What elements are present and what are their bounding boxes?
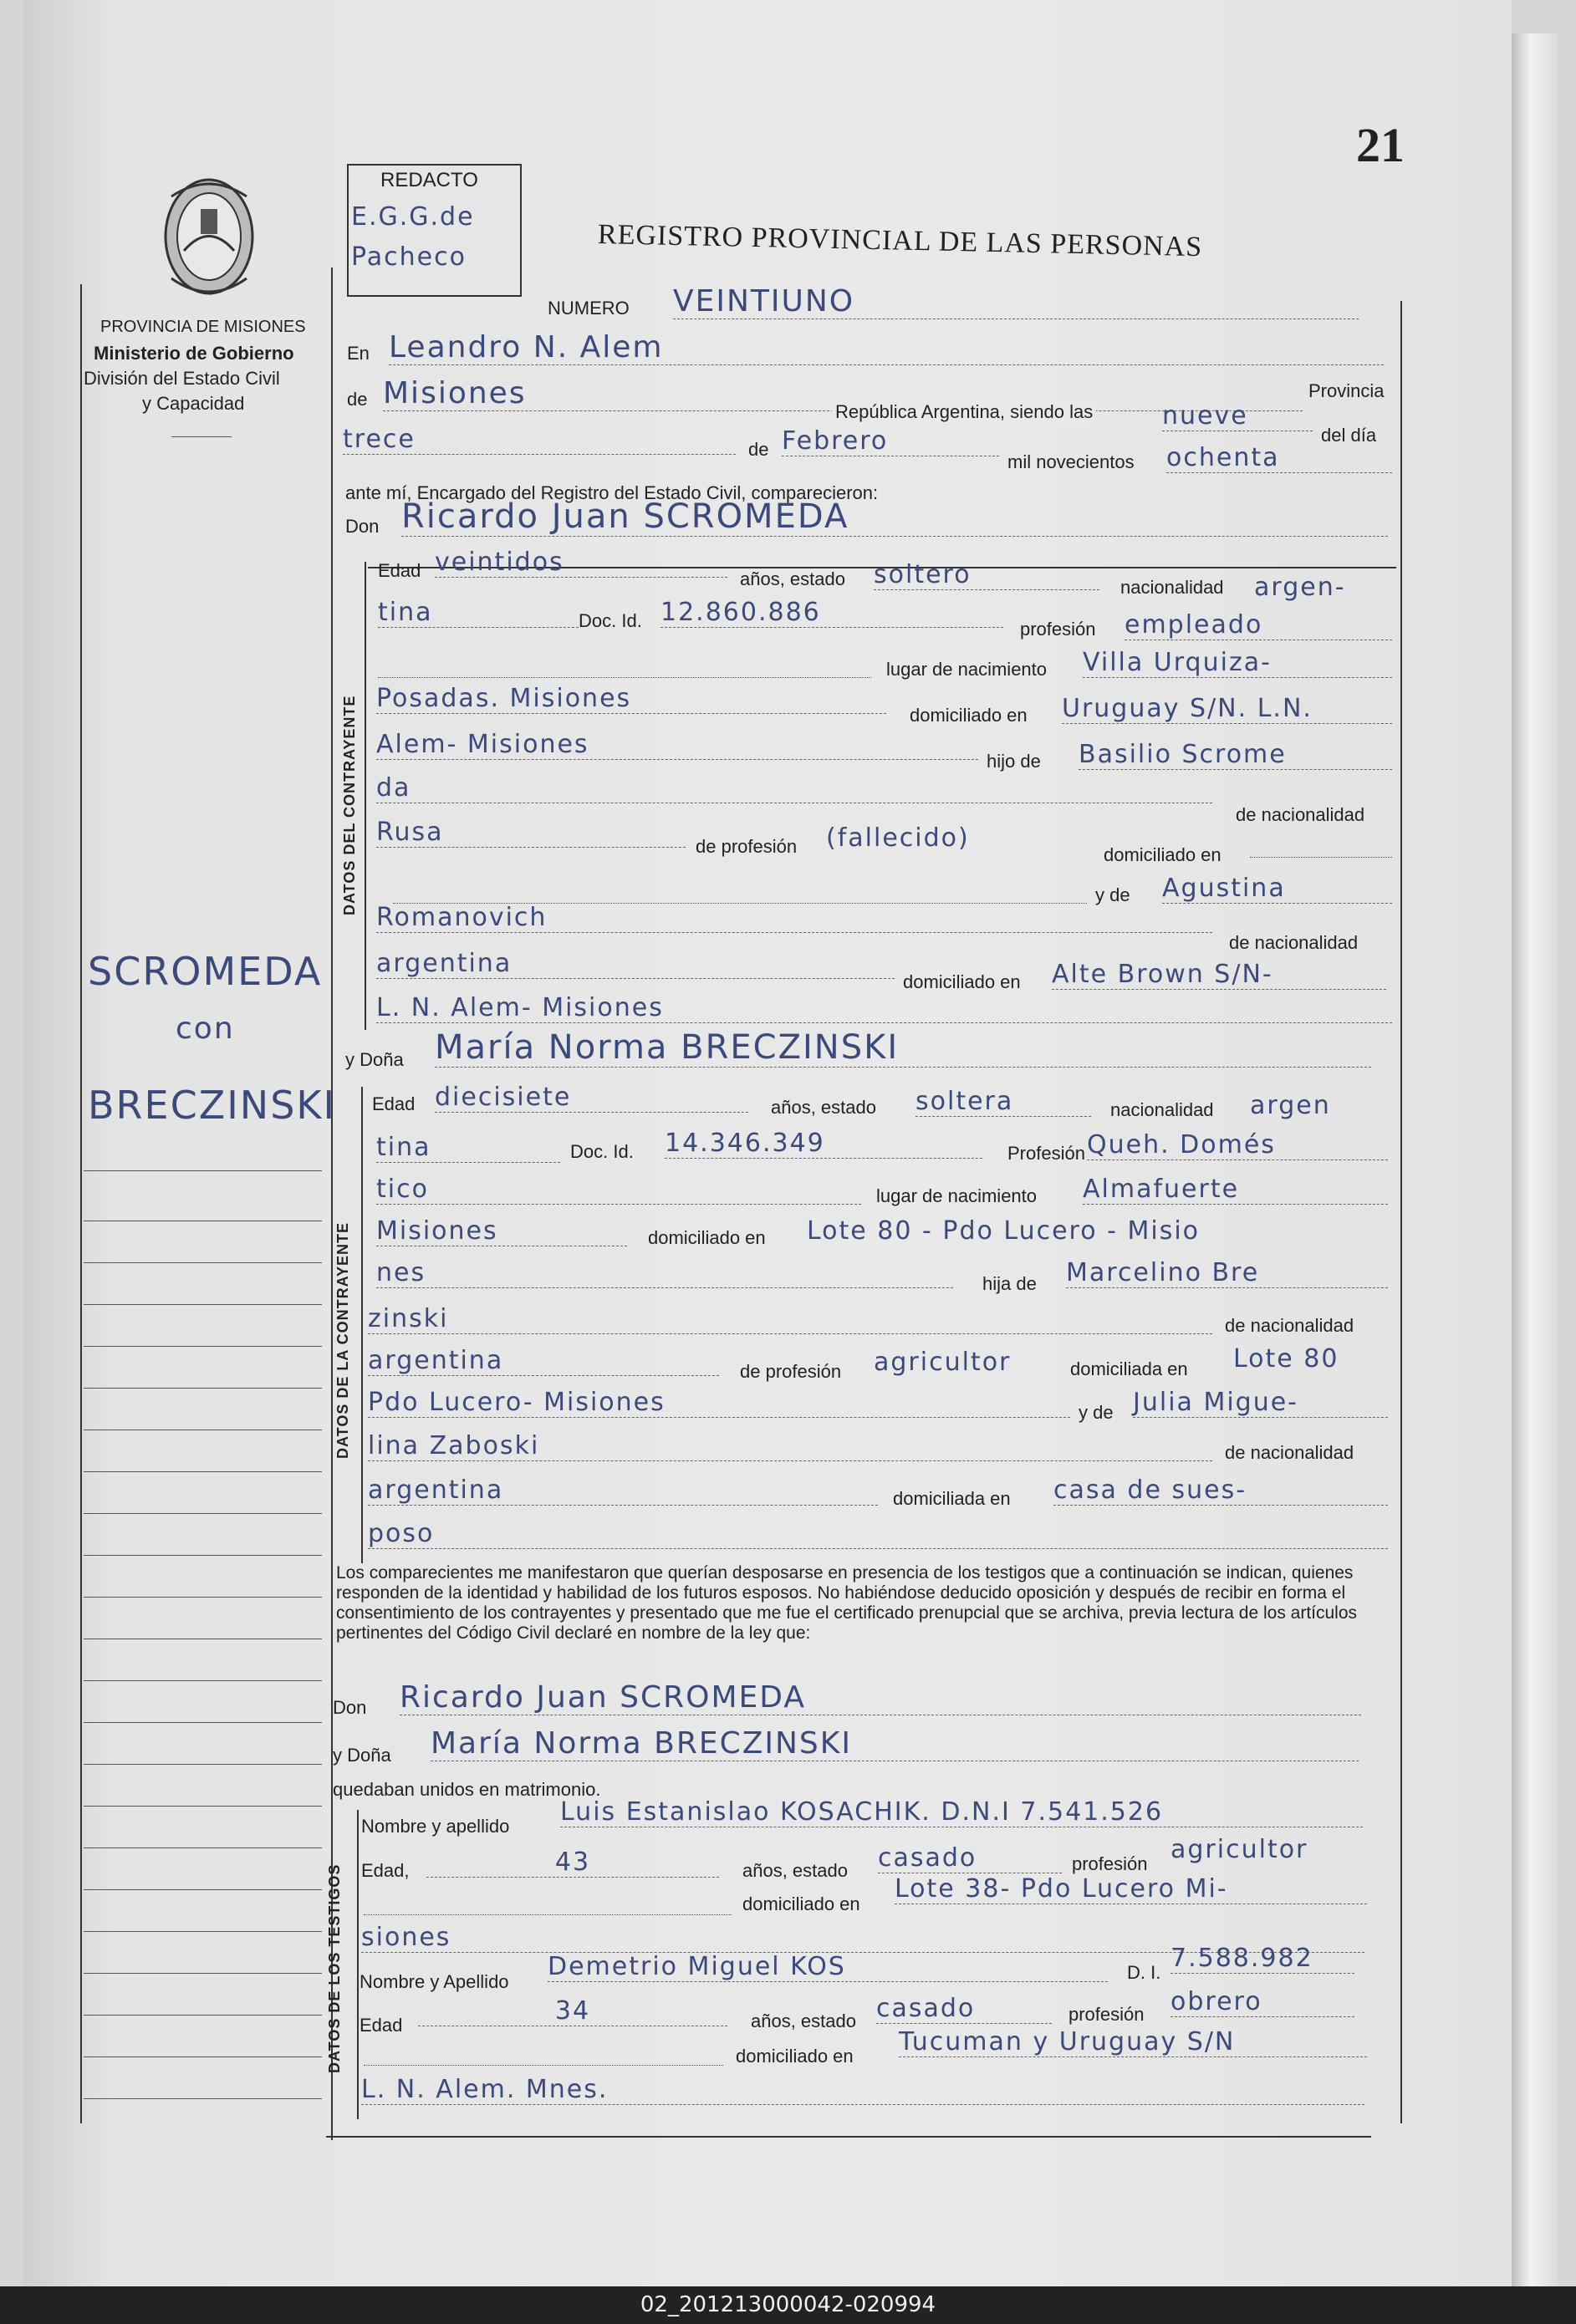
label-nacionalidad: nacionalidad [1120, 577, 1224, 598]
value-a-nac1: argen [1250, 1091, 1331, 1120]
label-nombre-apellido-2: Nombre y Apellido [360, 1971, 509, 1992]
divider [171, 436, 232, 437]
label-profesion: profesión [1020, 619, 1096, 640]
label-domiciliado-2: domiciliado en [1104, 844, 1222, 865]
label-de-mes: de [748, 439, 769, 460]
value-t2-edad: 34 [418, 1996, 727, 2026]
blank-line [1250, 857, 1392, 858]
value-a-prof1: Queh. Domés [1087, 1130, 1388, 1160]
label-profesion-3: profesión [1069, 2004, 1145, 2025]
value-don-final: Ricardo Juan SCROMEDA [400, 1680, 1361, 1715]
document-title: REGISTRO PROVINCIAL DE LAS PERSONAS [597, 219, 1203, 263]
value-a-madre-nac: argentina [368, 1475, 878, 1506]
text-ante-mi: ante mí, Encargado del Registro del Estado Civil, comparecieron: [345, 482, 879, 503]
value-a-lugar1: Almafuerte [1083, 1175, 1388, 1205]
label-lugar-nacimiento-2: lugar de nacimiento [876, 1185, 1038, 1206]
label-de-nacionalidad-3: de nacionalidad [1225, 1315, 1354, 1336]
value-numero: VEINTIUNO [673, 284, 1359, 319]
value-t1-edad: 43 [426, 1847, 719, 1878]
label-anos-estado-4: años, estado [751, 2011, 856, 2031]
value-hora: nueve [1162, 401, 1313, 431]
value-a-padre-dom1: Lote 80 [1233, 1344, 1339, 1374]
value-c-dom1: Uruguay S/N. L.N. [1062, 694, 1392, 724]
label-domiciliado-6: domiciliado en [736, 2046, 854, 2067]
value-dona-final: María Norma BRECZINSKI [431, 1726, 1359, 1761]
label-profesion-2: profesión [1072, 1853, 1148, 1874]
section-label-contrayenta: DATOS DE LA CONTRAYENTE [334, 1221, 351, 1459]
label-hija-de: hija de [982, 1273, 1037, 1294]
value-c-padre-nac: Rusa [376, 818, 686, 848]
value-a-padre-dom2: Pdo Lucero- Misiones [368, 1388, 1070, 1418]
value-a-padre1: Marcelino Bre [1066, 1258, 1388, 1288]
value-a-madre2: lina Zaboski [368, 1431, 1212, 1461]
value-c-padre-prof: (fallecido) [826, 823, 970, 853]
label-anos-estado: años, estado [740, 568, 845, 589]
value-c-madre1: Agustina [1162, 874, 1392, 904]
value-t2-nombre: Demetrio Miguel KOS [548, 1952, 1108, 1982]
margin-rule [80, 284, 82, 2123]
value-t1-estado: casado [878, 1843, 1062, 1873]
value-c-doc: 12.860.886 [660, 598, 1003, 628]
label-hijo-de: hijo de [987, 751, 1041, 772]
value-a-madre-dom1: casa de sues- [1053, 1475, 1388, 1506]
division-line-2: y Capacidad [142, 393, 245, 414]
value-a-padre-nac: argentina [368, 1346, 719, 1376]
value-a-padre-prof: agricultor [874, 1348, 1012, 1377]
bottom-rule [326, 2136, 1371, 2138]
value-t1-prof: agricultor [1171, 1835, 1308, 1864]
label-don: Don [345, 516, 380, 537]
label-domiciliada: domiciliada en [1070, 1358, 1188, 1379]
page-edge [1512, 33, 1558, 2286]
label-mil-novecientos: mil novecientos [1007, 451, 1135, 472]
label-doc-id-2: Doc. Id. [570, 1141, 634, 1162]
label-edad-2: Edad [372, 1093, 416, 1114]
value-c-madre-nac: argentina [376, 949, 895, 979]
label-domiciliado-4: domiciliado en [648, 1227, 766, 1248]
text-quedaban: quedaban unidos en matrimonio. [333, 1779, 601, 1800]
value-c-lugar1: Villa Urquiza- [1083, 648, 1392, 678]
label-en: En [347, 343, 370, 364]
value-dia: trece [343, 425, 736, 455]
province-name: PROVINCIA DE MISIONES [100, 318, 306, 336]
value-c-lugar2: Posadas. Misiones [376, 684, 886, 714]
section-label-testigos: DATOS DE LOS TESTIGOS [326, 1863, 343, 2073]
declaration-text: Los comparecientes me manifestaron que querían desposarse en presencia de los testigos que a continuación se indican, quienes responden de la identidad y habilidad de los futuros esposos. No habiéndose deducido oposición y después de recibir en forma el consentimiento de los contrayentes y presentado que me fue el certificado prenupcial que se archiva, previa lectura de los artículos pertinentes del Código Civil declaré en nombre de la ley que: [336, 1563, 1358, 1643]
label-numero: NUMERO [548, 298, 630, 319]
label-de-nacionalidad-2: de nacionalidad [1229, 932, 1359, 953]
value-c-madre-dom1: Alte Brown S/N- [1052, 960, 1386, 990]
label-dona-final: y Doña [333, 1745, 391, 1766]
form-right-rule [1400, 301, 1402, 2123]
label-di: D. I. [1127, 1962, 1161, 1983]
label-edad: Edad [378, 560, 421, 581]
label-profesion-cap: Profesión [1007, 1143, 1085, 1164]
value-a-lugar2: Misiones [376, 1216, 627, 1246]
label-y-de-2: y de [1079, 1402, 1114, 1423]
value-provincia: Misiones [383, 376, 1303, 411]
value-a-dom2: nes [376, 1258, 953, 1288]
value-t2-estado: casado [876, 1994, 1052, 2024]
section-label-contrayente: DATOS DEL CONTRAYENTE [341, 695, 358, 915]
label-de-profesion-2: de profesión [740, 1361, 842, 1382]
value-a-doc: 14.346.349 [665, 1129, 982, 1159]
value-a-madre-dom2: poso [368, 1519, 1388, 1549]
value-a-dom1: Lote 80 - Pdo Lucero - Misio [807, 1216, 1201, 1246]
value-lugar: Leandro N. Alem [389, 330, 1384, 365]
label-anos-estado-2: años, estado [771, 1097, 876, 1118]
blank-line [378, 677, 871, 678]
label-domiciliado-5: domiciliado en [742, 1893, 860, 1914]
margin-note-line2: con [176, 1012, 235, 1046]
stamp-text-1: E.G.G.de [351, 202, 475, 232]
value-contrayenta-nombre: María Norma BRECZINSKI [435, 1028, 1371, 1068]
value-c-padre2: da [376, 773, 1212, 803]
blank-line [364, 1914, 732, 1915]
value-c-dom2: Alem- Misiones [376, 730, 978, 760]
label-domiciliada-2: domiciliada en [893, 1488, 1011, 1509]
label-domiciliado: domiciliado en [910, 705, 1028, 726]
label-de-nacionalidad: de nacionalidad [1236, 804, 1365, 825]
label-y-de: y de [1095, 884, 1130, 905]
value-c-estado: soltero [874, 560, 1099, 590]
margin-note-line1: SCROMEDA [88, 949, 323, 994]
margin-note-line3: BRECZINSKI [88, 1083, 337, 1128]
image-id-footer: 02_201213000042-020994 [0, 2286, 1576, 2324]
stamp-text-2: Pacheco [351, 242, 467, 272]
ministry-name: Ministerio de Gobierno [94, 343, 294, 364]
value-anio: ochenta [1166, 443, 1392, 473]
value-t2-prof: obrero [1171, 1987, 1354, 2017]
blank-line [364, 2065, 723, 2066]
value-t1-dom1: Lote 38- Pdo Lucero Mi- [895, 1874, 1367, 1904]
form-rule [331, 268, 333, 2140]
value-a-nac2: tina [376, 1133, 560, 1163]
division-line-1: División del Estado Civil [84, 368, 280, 389]
value-c-padre1: Basilio Scrome [1079, 740, 1392, 770]
value-a-prof2: tico [376, 1175, 861, 1205]
value-mes: Febrero [782, 426, 999, 456]
value-c-edad: veintidos [435, 548, 727, 578]
label-anos-estado-3: años, estado [742, 1860, 848, 1881]
value-a-edad: diecisiete [435, 1083, 748, 1113]
label-don-final: Don [333, 1697, 367, 1718]
stamp-label: REDACTO [380, 169, 478, 191]
label-nacionalidad-2: nacionalidad [1110, 1099, 1214, 1120]
label-y-dona: y Doña [345, 1049, 404, 1070]
value-a-estado: soltera [916, 1087, 1091, 1117]
testigos-bracket [357, 1810, 359, 2119]
value-t2-dom1: Tucuman y Uruguay S/N [899, 2027, 1367, 2057]
value-c-madre2: Romanovich [376, 903, 1212, 933]
label-de-nacionalidad-4: de nacionalidad [1225, 1442, 1354, 1463]
label-domiciliado-3: domiciliado en [903, 971, 1021, 992]
value-c-nac2: tina [378, 598, 579, 628]
contrayente-bracket [365, 562, 366, 1030]
value-c-profesion: empleado [1125, 610, 1392, 640]
value-t1-dom2: siones [361, 1923, 1364, 1953]
value-t2-di: 7.588.982 [1171, 1944, 1354, 1974]
label-de-profesion: de profesión [696, 836, 798, 857]
label-del-dia: del día [1321, 425, 1377, 446]
value-c-nac1: argen- [1254, 573, 1346, 602]
value-t2-dom2: L. N. Alem. Mnes. [361, 2075, 1364, 2105]
label-republica: República Argentina, siendo las [832, 401, 1096, 423]
page-number: 21 [1356, 118, 1405, 172]
label-provincia: Provincia [1308, 380, 1385, 401]
value-c-madre-dom2: L. N. Alem- Misiones [376, 993, 1392, 1023]
contrayenta-bracket [361, 1087, 363, 1563]
label-doc-id: Doc. Id. [579, 610, 642, 631]
value-t1-nombre: Luis Estanislao KOSACHIK. D.N.I 7.541.526 [560, 1797, 1363, 1827]
label-edad-3: Edad, [361, 1860, 410, 1881]
label-nombre-apellido-1: Nombre y apellido [361, 1816, 510, 1837]
value-a-padre2: zinski [368, 1304, 1212, 1334]
value-a-madre1: Julia Migue- [1133, 1388, 1388, 1418]
value-contrayente-nombre: Ricardo Juan SCROMEDA [401, 497, 1388, 537]
label-edad-4: Edad [360, 2015, 403, 2036]
label-de: de [347, 389, 368, 410]
label-lugar-nacimiento: lugar de nacimiento [886, 659, 1048, 680]
coat-of-arms-icon [155, 171, 263, 301]
